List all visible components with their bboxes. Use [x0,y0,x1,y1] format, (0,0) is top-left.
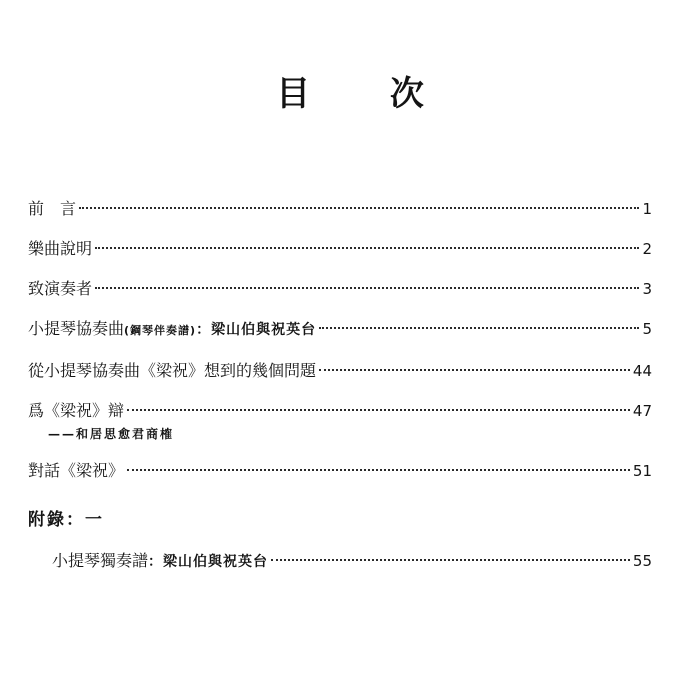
appendix-heading: 附錄：一 [28,510,104,530]
toc-entry-label: 樂曲說明 [28,239,93,258]
dot-leader [79,207,639,209]
toc-entry-page: 55 [632,552,652,570]
dot-leader [319,369,630,371]
toc-entry-label: 小提琴協奏曲 [28,319,125,338]
toc-entry[interactable] [28,278,652,300]
toc-entry-label: 致演奏者 [28,279,93,298]
toc-entry-page: 2 [642,240,652,258]
dot-leader [127,469,630,471]
toc-entry-label: 從小提琴協奏曲《梁祝》想到的幾個問題 [28,361,317,380]
appendix-entry[interactable] [52,550,652,573]
dot-leader [95,287,639,289]
toc-entry-page: 3 [642,280,652,298]
toc-entry[interactable] [28,400,652,422]
dot-leader [319,327,639,329]
toc-entry-label: 前 言 [28,199,77,218]
page-title: 目 次 [276,74,458,114]
toc-entry-sublabel: ——和居思愈君商榷 [48,427,175,441]
toc-entry-label-suffix: ：梁山伯與祝英台 [196,322,317,338]
toc-entry[interactable] [28,318,652,342]
toc-entry-page: 47 [632,402,652,420]
dot-leader [127,409,630,411]
dot-leader [271,559,630,561]
toc-entry-page: 44 [632,362,652,380]
toc-entry[interactable] [28,198,652,220]
toc-entry[interactable] [28,238,652,260]
toc-entry-note: (鋼琴伴奏譜) [124,324,197,337]
toc-entry-label: 爲《梁祝》辯 [28,401,125,420]
toc-entry[interactable] [28,360,652,382]
toc-entry-page: 5 [642,320,652,338]
toc-entry-page: 51 [632,462,652,480]
toc-entry[interactable] [28,460,652,482]
dot-leader [95,247,639,249]
toc-entry-label: 對話《梁祝》 [28,461,125,480]
toc-entry-label-suffix: ：梁山伯與祝英台 [148,554,269,570]
toc-entry-page: 1 [642,200,652,218]
toc-entry-label: 小提琴獨奏譜 [52,551,149,570]
